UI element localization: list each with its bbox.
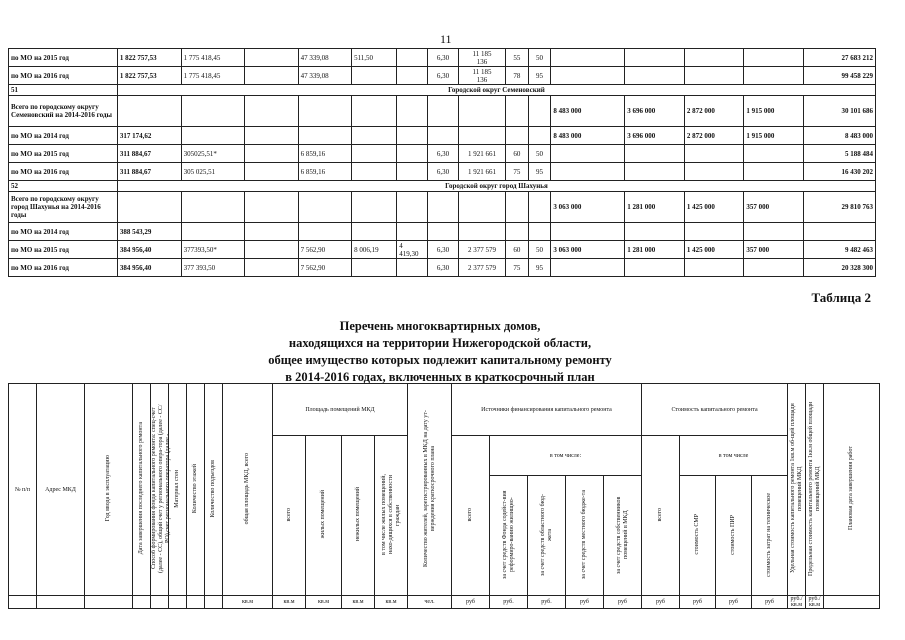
col-fin-owners: за счет средств собственников помещений в МКД bbox=[615, 495, 629, 574]
table-cell bbox=[245, 259, 298, 277]
table-cell bbox=[428, 223, 459, 241]
unit-cell: руб bbox=[680, 596, 716, 609]
col-cost-incl: в том числе bbox=[680, 436, 788, 476]
table-cell bbox=[551, 259, 625, 277]
table-cell bbox=[352, 163, 397, 181]
table-cell: 6 859,16 bbox=[298, 145, 351, 163]
table-cell bbox=[245, 127, 298, 145]
table-cell bbox=[428, 127, 459, 145]
table-cell: 8 483 000 bbox=[551, 96, 625, 127]
table-cell: 3 063 000 bbox=[551, 241, 625, 259]
table-cell bbox=[744, 223, 804, 241]
table-cell bbox=[744, 67, 804, 85]
table-cell bbox=[458, 96, 505, 127]
title-line: в 2014-2016 годах, включенных в краткосрочный план bbox=[285, 370, 595, 384]
table-cell bbox=[245, 192, 298, 223]
table-cell: 20 328 300 bbox=[804, 259, 876, 277]
unit-cell: руб bbox=[566, 596, 604, 609]
unit-cell: кв.м bbox=[273, 596, 306, 609]
table-cell: 6,30 bbox=[428, 163, 459, 181]
table-cell: 95 bbox=[528, 67, 551, 85]
table-cell bbox=[298, 223, 351, 241]
table-cell bbox=[181, 192, 245, 223]
table-cell bbox=[352, 145, 397, 163]
page-number: 11 bbox=[440, 32, 452, 46]
table-cell: 1 915 000 bbox=[744, 127, 804, 145]
table-cell: 2 377 579 bbox=[458, 241, 505, 259]
table-cell bbox=[352, 192, 397, 223]
table-cell bbox=[458, 192, 505, 223]
col-residents: Количество жителей, зарегистрированных в МКД на дату ут-верждения краткосрочного плана bbox=[422, 410, 436, 567]
unit-cell: кв.м bbox=[306, 596, 342, 609]
title-line: Перечень многоквартирных домов, bbox=[339, 319, 541, 333]
table-cell: 99 458 229 bbox=[804, 67, 876, 85]
table-row bbox=[9, 49, 876, 67]
table-cell: 9 482 463 bbox=[804, 241, 876, 259]
table-cell: 2 872 000 bbox=[684, 96, 744, 127]
table-cell: 8 006,19 bbox=[352, 241, 397, 259]
table-cell: 1 425 000 bbox=[684, 192, 744, 223]
table-cell bbox=[528, 223, 551, 241]
table-cell bbox=[397, 192, 428, 223]
unit-cell: чел. bbox=[408, 596, 452, 609]
table-cell: 1 822 757,53 bbox=[117, 49, 181, 67]
table-cell: 8 483 000 bbox=[804, 127, 876, 145]
table-cell bbox=[245, 145, 298, 163]
table-cell: 6,30 bbox=[428, 259, 459, 277]
table-cell: 2 872 000 bbox=[684, 127, 744, 145]
table-cell: 3 696 000 bbox=[625, 127, 685, 145]
table-cell bbox=[117, 192, 181, 223]
table-cell bbox=[551, 145, 625, 163]
table-cell bbox=[625, 259, 685, 277]
table-cell: 6,30 bbox=[428, 49, 459, 67]
row-label: по МО на 2015 год bbox=[9, 49, 118, 67]
col-fin-fund: за счет средств Фонда содейст-вия реформиро-ванию жилищно- bbox=[501, 490, 515, 579]
table-cell bbox=[352, 127, 397, 145]
unit-cell: кв.м bbox=[375, 596, 408, 609]
table-cell: 11 185 136 bbox=[458, 67, 505, 85]
row-label: по МО на 2016 год bbox=[9, 259, 118, 277]
col-cost-all: всего bbox=[657, 507, 663, 522]
table-cell bbox=[352, 223, 397, 241]
table-cell: 95 bbox=[528, 259, 551, 277]
col-entrances: Количество подъездов bbox=[210, 459, 216, 518]
table-cell bbox=[551, 223, 625, 241]
table-cell bbox=[625, 145, 685, 163]
table-cell: 1 921 661 bbox=[458, 145, 505, 163]
col-cost-smr: стоимость СМР bbox=[694, 514, 700, 555]
table-cell: 95 bbox=[528, 163, 551, 181]
section-number: 51 bbox=[9, 85, 118, 96]
table-cell bbox=[551, 67, 625, 85]
row-label: по МО на 2016 год bbox=[9, 67, 118, 85]
col-last-repair: Дата завершения последнего капитального ремонта bbox=[138, 422, 144, 555]
table-cell bbox=[528, 192, 551, 223]
table-cell bbox=[744, 163, 804, 181]
table-cell: 55 bbox=[506, 49, 529, 67]
unit-cell: руб./ кв.м bbox=[806, 596, 824, 609]
document-title bbox=[230, 318, 650, 386]
table-row bbox=[9, 192, 876, 223]
table-cell bbox=[245, 96, 298, 127]
unit-cell: руб bbox=[716, 596, 752, 609]
unit-cell bbox=[169, 596, 187, 609]
unit-cell: руб bbox=[604, 596, 642, 609]
col-fin-region: за счет средств областного бюд-жета bbox=[539, 493, 553, 576]
table-cell: 50 bbox=[528, 145, 551, 163]
table-cell bbox=[625, 163, 685, 181]
unit-cell bbox=[85, 596, 133, 609]
table-cell bbox=[506, 223, 529, 241]
table-cell bbox=[684, 223, 744, 241]
table-cell: 357 000 bbox=[744, 192, 804, 223]
table-row bbox=[9, 145, 876, 163]
table-cell: 27 683 212 bbox=[804, 49, 876, 67]
unit-cell: руб bbox=[452, 596, 490, 609]
table-cell: 388 543,29 bbox=[117, 223, 181, 241]
table-row bbox=[9, 163, 876, 181]
table-cell bbox=[245, 241, 298, 259]
col-fin-local: за счет средств местного бюдже-та bbox=[581, 489, 587, 580]
unit-cell bbox=[824, 596, 880, 609]
table-cell bbox=[298, 96, 351, 127]
col-unit-cost: Удельная стоимость капитального ремонта 1кв.м об-щей площади помещений МКД bbox=[789, 403, 803, 574]
table-cell bbox=[181, 96, 245, 127]
table-cell: 4 419,30 bbox=[397, 241, 428, 259]
table-row bbox=[9, 127, 876, 145]
table-cell: 1 822 757,53 bbox=[117, 67, 181, 85]
table-cell: 8 483 000 bbox=[551, 127, 625, 145]
table-cell bbox=[744, 259, 804, 277]
table-cell bbox=[506, 127, 529, 145]
table-cell: 1 281 000 bbox=[625, 192, 685, 223]
table-cell bbox=[245, 49, 298, 67]
col-walls: Материал стен bbox=[174, 469, 180, 508]
table-cell: 6,30 bbox=[428, 67, 459, 85]
col-num: № п/п bbox=[9, 384, 37, 596]
col-cost-pir: стоимость ПИР bbox=[730, 514, 736, 555]
row-label: по МО на 2015 год bbox=[9, 145, 118, 163]
unit-cell: руб./ кв.м bbox=[788, 596, 806, 609]
table-cell bbox=[684, 49, 744, 67]
table-cell bbox=[397, 67, 428, 85]
table-cell: 78 bbox=[506, 67, 529, 85]
table-cell bbox=[506, 192, 529, 223]
table-cell bbox=[428, 96, 459, 127]
table-cell bbox=[117, 96, 181, 127]
unit-cell: руб. bbox=[490, 596, 528, 609]
table-cell: 5 188 484 bbox=[804, 145, 876, 163]
table-cell: 3 063 000 bbox=[551, 192, 625, 223]
table-cell: 305025,51* bbox=[181, 145, 245, 163]
table-cell: 357 000 bbox=[744, 241, 804, 259]
unit-cell bbox=[151, 596, 169, 609]
unit-cell bbox=[205, 596, 223, 609]
table-cell bbox=[397, 127, 428, 145]
table-cell: 1 915 000 bbox=[744, 96, 804, 127]
row-label: по МО на 2016 год bbox=[9, 163, 118, 181]
table-cell bbox=[245, 163, 298, 181]
table-cell: 311 884,67 bbox=[117, 145, 181, 163]
table-cell: 3 696 000 bbox=[625, 96, 685, 127]
col-fund-method: Способ формирования фонда капитального ремонта: спец-счет (далее - СС), общий счет у регионального опера-тора (далее - СС/РО),счет регионального оператора (далее - bbox=[151, 404, 171, 573]
table-cell bbox=[684, 163, 744, 181]
row-label: Всего по городскому округу город Шахунья на 2014-2016 годы bbox=[9, 192, 118, 223]
unit-cell bbox=[187, 596, 205, 609]
table-cell: 377 393,50 bbox=[181, 259, 245, 277]
table-cell bbox=[744, 145, 804, 163]
section-title: Городской округ Семеновский bbox=[117, 85, 875, 96]
table-row bbox=[9, 223, 876, 241]
table-cell: 384 956,40 bbox=[117, 259, 181, 277]
section-number: 52 bbox=[9, 181, 118, 192]
table-cell bbox=[551, 49, 625, 67]
summary-table bbox=[8, 48, 876, 277]
section-title: Городской округ город Шахунья bbox=[117, 181, 875, 192]
unit-cell: руб bbox=[752, 596, 788, 609]
table-cell: 47 339,08 bbox=[298, 49, 351, 67]
unit-cell bbox=[9, 596, 37, 609]
table-cell: 50 bbox=[528, 49, 551, 67]
row-label: по МО на 2014 год bbox=[9, 127, 118, 145]
table-cell: 1 775 418,45 bbox=[181, 67, 245, 85]
table-cell: 377393,50* bbox=[181, 241, 245, 259]
table-cell bbox=[528, 96, 551, 127]
unit-cell: руб bbox=[642, 596, 680, 609]
unit-cell bbox=[37, 596, 85, 609]
table-cell: 384 956,40 bbox=[117, 241, 181, 259]
table-cell: 30 101 686 bbox=[804, 96, 876, 127]
table-cell bbox=[684, 145, 744, 163]
table-cell: 311 884,67 bbox=[117, 163, 181, 181]
table-cell bbox=[397, 223, 428, 241]
table-cell bbox=[397, 49, 428, 67]
table-cell bbox=[458, 127, 505, 145]
unit-cell: руб. bbox=[528, 596, 566, 609]
col-fin-incl: в том числе: bbox=[490, 436, 642, 476]
houses-table-header bbox=[8, 383, 880, 609]
table-cell: 6 859,16 bbox=[298, 163, 351, 181]
col-area-all: всего bbox=[285, 507, 292, 522]
table-cell: 7 562,90 bbox=[298, 259, 351, 277]
table-cell bbox=[352, 96, 397, 127]
section-row bbox=[9, 181, 876, 192]
col-limit-cost: Предельная стоимость капитального ремонта 1кв.м общей площади помещений МКД bbox=[807, 401, 821, 576]
table-cell bbox=[528, 127, 551, 145]
table-cell: 1 775 418,45 bbox=[181, 49, 245, 67]
table-cell: 29 810 763 bbox=[804, 192, 876, 223]
table-cell: 60 bbox=[506, 241, 529, 259]
table-cell: 305 025,51 bbox=[181, 163, 245, 181]
row-label: по МО на 2014 год bbox=[9, 223, 118, 241]
table-cell: 7 562,90 bbox=[298, 241, 351, 259]
col-group-cost: Стоимость капитального ремонта bbox=[642, 384, 788, 436]
table-cell bbox=[625, 223, 685, 241]
table-cell bbox=[397, 96, 428, 127]
table-cell bbox=[551, 163, 625, 181]
col-area-living: жилых помещений bbox=[320, 490, 326, 539]
table-row bbox=[9, 259, 876, 277]
table-cell: 75 bbox=[506, 259, 529, 277]
table-cell: 75 bbox=[506, 163, 529, 181]
table-cell bbox=[684, 259, 744, 277]
title-line: общее имущество которых подлежит капитальному ремонту bbox=[268, 353, 612, 367]
col-year: Год ввода в эксплуатацию bbox=[105, 455, 111, 522]
table-cell: 6,30 bbox=[428, 241, 459, 259]
table-cell: 60 bbox=[506, 145, 529, 163]
unit-cell bbox=[133, 596, 151, 609]
table-cell bbox=[181, 223, 245, 241]
table-cell bbox=[625, 49, 685, 67]
table-cell bbox=[804, 223, 876, 241]
table-label: Таблица 2 bbox=[811, 290, 871, 305]
col-address: Адрес МКД bbox=[37, 384, 85, 596]
table-cell: 1 921 661 bbox=[458, 163, 505, 181]
table-cell: 47 339,08 bbox=[298, 67, 351, 85]
table-cell bbox=[397, 163, 428, 181]
col-floors: Количество этажей bbox=[192, 463, 198, 514]
table-cell: 11 185 136 bbox=[458, 49, 505, 67]
row-label: Всего по городскому округу Семеновский на 2014-2016 годы bbox=[9, 96, 118, 127]
table-cell bbox=[744, 49, 804, 67]
title-line: находящихся на территории Нижегородской области, bbox=[288, 336, 592, 350]
table-row bbox=[9, 67, 876, 85]
table-cell: 2 377 579 bbox=[458, 259, 505, 277]
col-cost-tech: стоимость затрат на техническое bbox=[766, 492, 773, 577]
table-row bbox=[9, 241, 876, 259]
col-plan-date: Плановая дата завершения работ bbox=[848, 446, 855, 531]
table-cell: 6,30 bbox=[428, 145, 459, 163]
table-cell bbox=[298, 127, 351, 145]
col-group-area: Площадь помещений МКД bbox=[273, 384, 408, 436]
col-total-area: общая площадь МКД, всего bbox=[244, 452, 250, 525]
table-cell: 16 430 202 bbox=[804, 163, 876, 181]
col-area-owned: в том числе жилых помещений, нахо-дящихся в собственности граждан bbox=[380, 474, 401, 555]
table-cell bbox=[397, 145, 428, 163]
table-cell: 317 174,62 bbox=[117, 127, 181, 145]
table-cell bbox=[245, 223, 298, 241]
table-cell: 1 425 000 bbox=[684, 241, 744, 259]
table-cell bbox=[506, 96, 529, 127]
table-cell: 511,50 bbox=[352, 49, 397, 67]
section-row bbox=[9, 85, 876, 96]
table-cell bbox=[298, 192, 351, 223]
unit-cell: кв.м bbox=[342, 596, 375, 609]
table-row bbox=[9, 96, 876, 127]
table-cell bbox=[352, 67, 397, 85]
table-cell bbox=[625, 67, 685, 85]
unit-cell: кв.м bbox=[223, 596, 273, 609]
table-cell bbox=[428, 192, 459, 223]
table-cell bbox=[684, 67, 744, 85]
table-cell bbox=[458, 223, 505, 241]
table-cell bbox=[397, 259, 428, 277]
col-group-financing: Источники финансирования капитального ремонта bbox=[452, 384, 642, 436]
col-fin-all: всего bbox=[467, 507, 473, 522]
col-area-nonliving: нежилых помещений bbox=[354, 487, 361, 542]
table-cell: 50 bbox=[528, 241, 551, 259]
table-cell bbox=[352, 259, 397, 277]
table-cell bbox=[181, 127, 245, 145]
row-label: по МО на 2015 год bbox=[9, 241, 118, 259]
table-cell bbox=[245, 67, 298, 85]
table-cell: 1 281 000 bbox=[625, 241, 685, 259]
